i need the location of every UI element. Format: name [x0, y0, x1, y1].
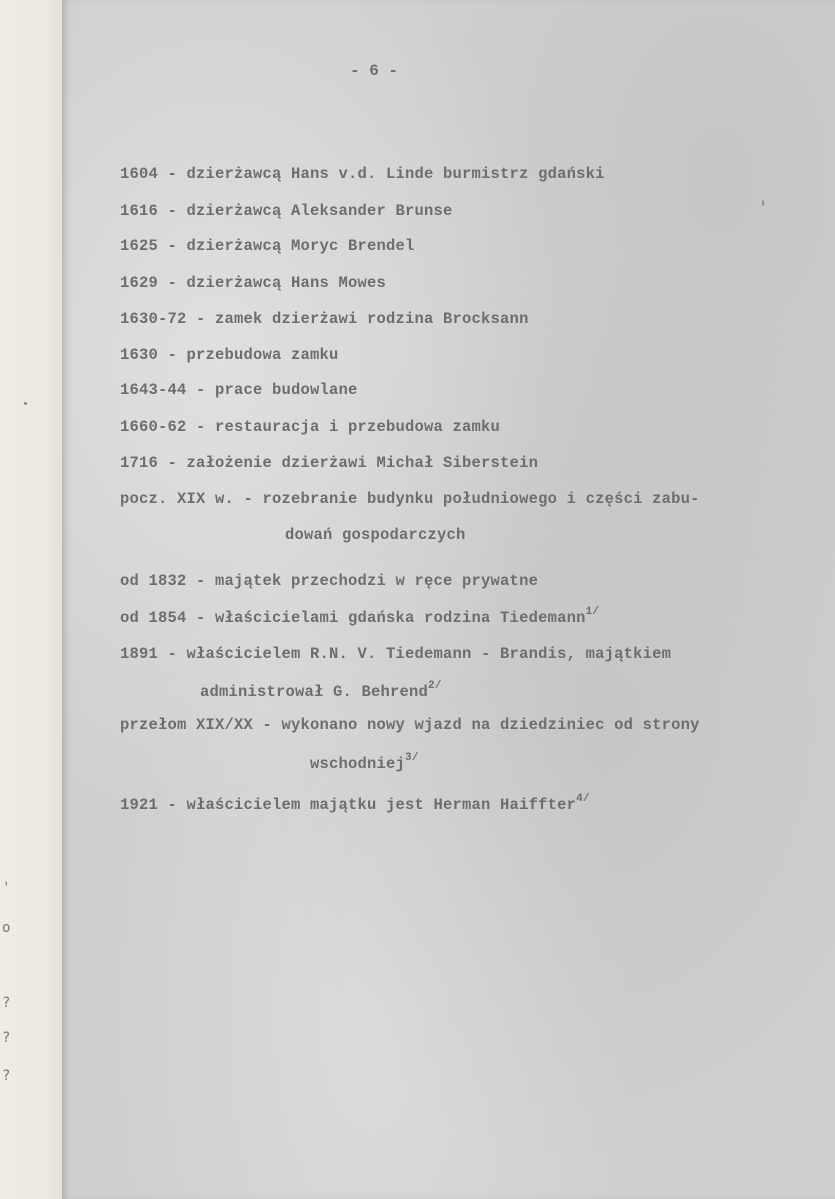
- left-page-edge: [0, 0, 62, 1199]
- chronology-line-1643-44: 1643-44 - prace budowlane: [120, 381, 358, 399]
- margin-mark: ': [2, 880, 11, 896]
- chronology-line-early-19th-century: pocz. XIX w. - rozebranie budynku południowego i części zabu-: [120, 490, 700, 508]
- chronology-line-turn-of-century-continuation: wschodniej$^{3/}$: [310, 752, 419, 773]
- page-number: - 6 -: [350, 62, 399, 80]
- chronology-line-1891-continuation: administrował G. Behrend$^{2/}$: [200, 680, 442, 701]
- chronology-line-turn-of-century: przełom XIX/XX - wykonano nowy wjazd na dziedziniec od strony: [120, 716, 700, 734]
- dust-speck: [24, 402, 27, 405]
- margin-mark: ?: [2, 1030, 11, 1046]
- chronology-line-1921: 1921 - właścicielem majątku jest Herman Haiffter$^{4/}$: [120, 793, 590, 814]
- footnote-ref-3: 3/: [405, 752, 419, 764]
- chronology-line-1716: 1716 - założenie dzierżawi Michał Siberstein: [120, 454, 539, 472]
- chronology-line-1891: 1891 - właścicielem R.N. V. Tiedemann - Brandis, majątkiem: [120, 645, 672, 663]
- chronology-line-1604: 1604 - dzierżawcą Hans v.d. Linde burmistrz gdański: [120, 165, 605, 183]
- chronology-line-1854: od 1854 - właścicielami gdańska rodzina Tiedemann$^{1/}$: [120, 606, 600, 627]
- margin-marks: [0, 0, 20, 1199]
- margin-mark: ?: [2, 995, 11, 1011]
- chronology-line-1629: 1629 - dzierżawcą Hans Mowes: [120, 274, 387, 292]
- chronology-line-1616: 1616 - dzierżawcą Aleksander Brunse: [120, 202, 453, 220]
- footnote-ref-4: 4/: [576, 793, 590, 805]
- footnote-ref-1: 1/: [585, 606, 600, 618]
- chronology-line-continuation: dowań gospodarczych: [285, 526, 466, 544]
- chronology-line-1630: 1630 - przebudowa zamku: [120, 346, 339, 364]
- margin-mark: ?: [2, 1068, 11, 1084]
- chronology-line-1630-72: 1630-72 - zamek dzierżawi rodzina Brocksann: [120, 310, 529, 328]
- dust-speck: [762, 200, 764, 206]
- margin-mark: o: [2, 920, 11, 936]
- chronology-line-1832: od 1832 - majątek przechodzi w ręce prywatne: [120, 572, 539, 590]
- footnote-ref-2: 2/: [428, 680, 442, 692]
- chronology-line-1660-62: 1660-62 - restauracja i przebudowa zamku: [120, 418, 501, 436]
- chronology-line-1625: 1625 - dzierżawcą Moryc Brendel: [120, 237, 415, 255]
